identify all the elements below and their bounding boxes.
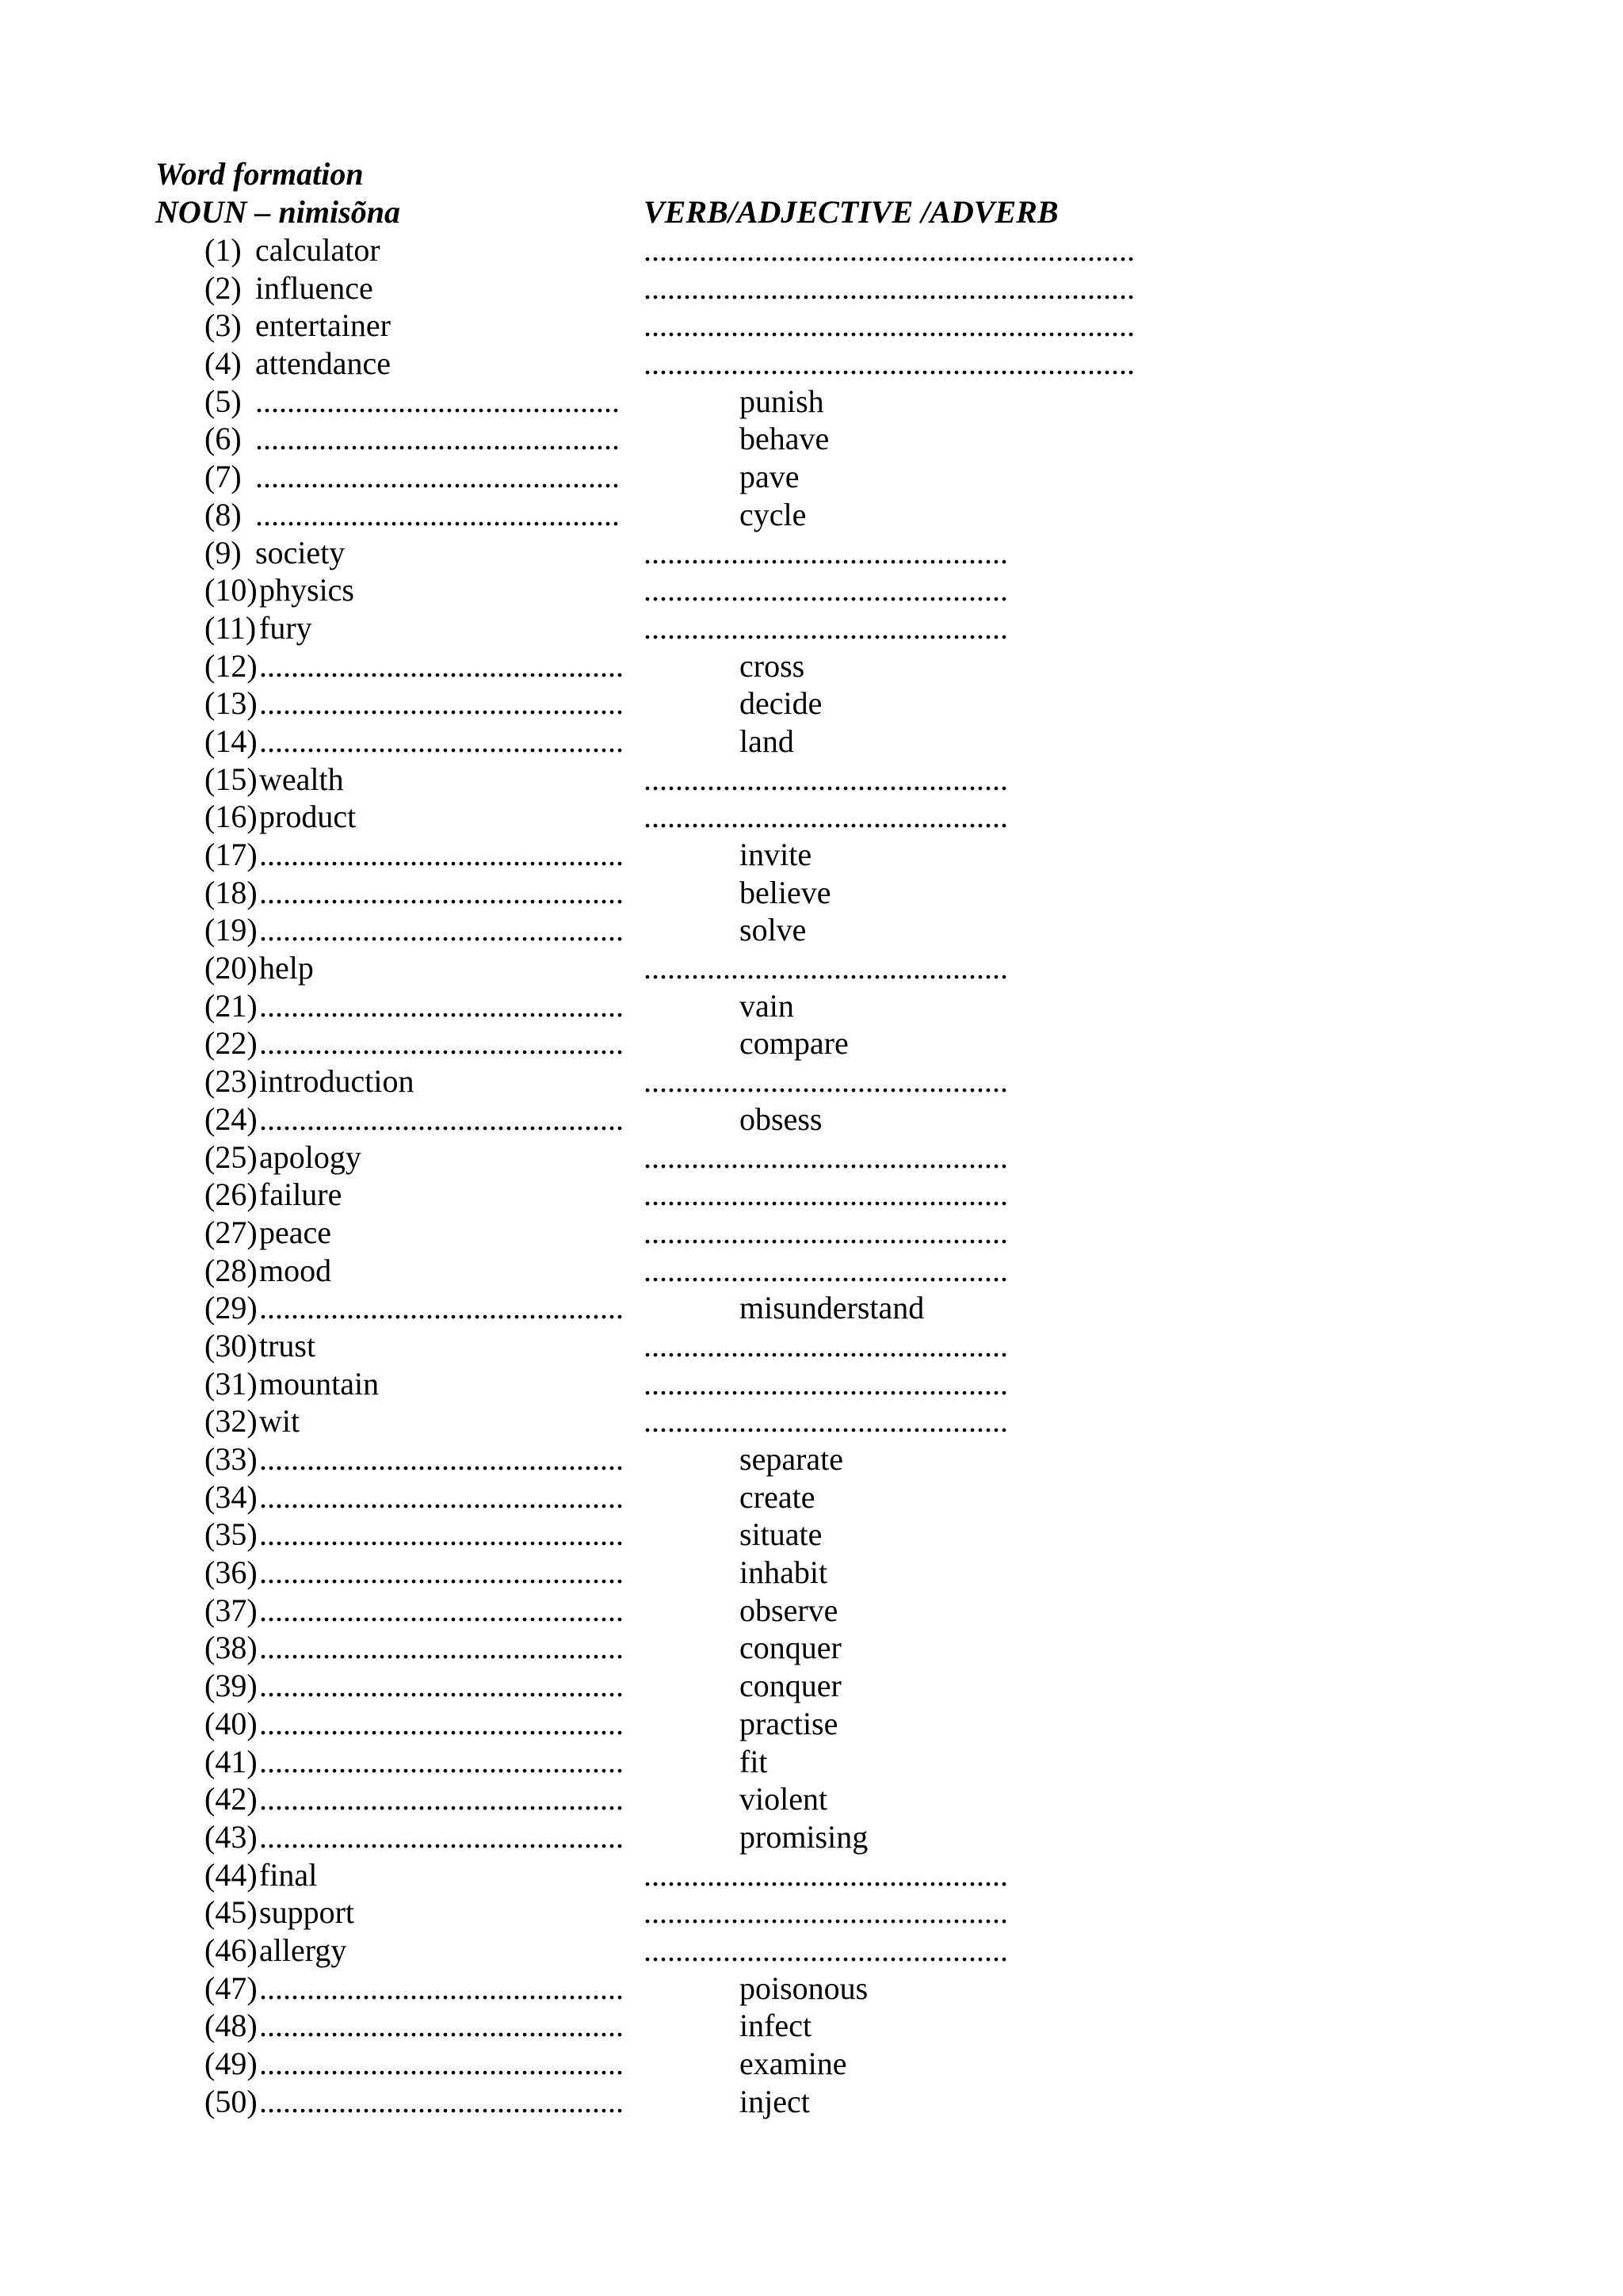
given-noun: allergy — [259, 1932, 347, 1968]
exercise-row — [0, 1100, 1623, 1138]
given-verb-adjective-adverb: pave — [739, 459, 800, 495]
verb-adjective-adverb-answer-blank[interactable]: .............................................................. — [643, 232, 1135, 268]
noun-answer-blank[interactable]: .............................................. — [259, 912, 624, 948]
exercise-number: (20) — [204, 950, 258, 986]
noun-column-header: NOUN – nimisõna — [155, 194, 400, 230]
exercise-number: (6) — [204, 421, 242, 457]
exercise-row — [0, 874, 1623, 912]
exercise-row — [0, 383, 1623, 421]
exercise-number: (26) — [204, 1177, 258, 1213]
exercise-number: (49) — [204, 2046, 258, 2081]
exercise-row — [0, 1592, 1623, 1630]
given-noun: society — [255, 534, 346, 570]
noun-answer-blank[interactable]: .............................................. — [259, 1668, 624, 1704]
exercise-row — [0, 1024, 1623, 1062]
exercise-row — [0, 647, 1623, 685]
exercise-list — [0, 231, 1623, 2120]
given-verb-adjective-adverb: misunderstand — [739, 1290, 925, 1326]
exercise-number: (28) — [204, 1252, 258, 1288]
exercise-row — [0, 307, 1623, 345]
exercise-number: (25) — [204, 1138, 258, 1175]
given-verb-adjective-adverb: believe — [739, 874, 831, 910]
noun-answer-blank[interactable]: .............................................. — [259, 1970, 624, 2006]
noun-answer-blank[interactable]: .............................................. — [259, 1630, 624, 1666]
exercise-row — [0, 1629, 1623, 1667]
given-verb-adjective-adverb: punish — [739, 383, 824, 419]
exercise-row — [0, 685, 1623, 723]
given-noun: introduction — [259, 1063, 414, 1100]
exercise-row — [0, 949, 1623, 987]
exercise-row — [0, 1289, 1623, 1327]
noun-answer-blank[interactable]: .............................................. — [259, 1478, 624, 1515]
exercise-row — [0, 798, 1623, 836]
exercise-row — [0, 1252, 1623, 1290]
exercise-number: (24) — [204, 1100, 258, 1137]
exercise-number: (34) — [204, 1478, 258, 1515]
exercise-number: (23) — [204, 1063, 258, 1100]
exercise-number: (38) — [204, 1630, 258, 1666]
verb-adjective-adverb-answer-blank[interactable]: .............................................. — [643, 1403, 1008, 1440]
exercise-row — [0, 231, 1623, 269]
exercise-row — [0, 1214, 1623, 1252]
exercise-row — [0, 496, 1623, 534]
given-noun: mood — [259, 1252, 332, 1288]
noun-answer-blank[interactable]: .............................................. — [259, 1554, 624, 1591]
exercise-row — [0, 609, 1623, 647]
noun-answer-blank[interactable]: .............................................. — [259, 685, 624, 722]
given-verb-adjective-adverb: land — [739, 723, 794, 759]
verb-adjective-adverb-answer-blank[interactable]: .............................................. — [643, 1932, 1008, 1968]
given-noun: entertainer — [255, 307, 391, 344]
given-noun: apology — [259, 1138, 361, 1175]
page-title: Word formation — [155, 156, 364, 192]
exercise-row — [0, 269, 1623, 307]
exercise-row — [0, 723, 1623, 761]
exercise-number: (44) — [204, 1856, 258, 1893]
given-noun: physics — [259, 572, 354, 608]
exercise-row — [0, 1365, 1623, 1403]
noun-answer-blank[interactable]: .............................................. — [255, 421, 620, 457]
exercise-row — [0, 1478, 1623, 1516]
given-noun: wealth — [259, 761, 344, 797]
given-verb-adjective-adverb: decide — [739, 685, 823, 722]
verb-adjective-adverb-answer-blank[interactable]: .............................................. — [643, 1327, 1008, 1363]
exercise-row — [0, 1856, 1623, 1894]
exercise-number: (11) — [204, 609, 257, 646]
exercise-number: (15) — [204, 761, 258, 797]
verb-adjective-adverb-column-header: VERB/ADJECTIVE /ADVERB — [643, 194, 1059, 230]
verb-adjective-adverb-answer-blank[interactable]: .............................................. — [643, 534, 1008, 570]
given-noun: product — [259, 799, 357, 835]
verb-adjective-adverb-answer-blank[interactable]: .............................................. — [643, 1177, 1008, 1213]
verb-adjective-adverb-answer-blank[interactable]: .............................................. — [643, 1856, 1008, 1893]
exercise-number: (5) — [204, 383, 242, 419]
noun-answer-blank[interactable]: .............................................. — [259, 1290, 624, 1326]
noun-answer-blank[interactable]: .............................................. — [259, 1781, 624, 1817]
exercise-number: (37) — [204, 1592, 258, 1628]
noun-answer-blank[interactable]: .............................................. — [259, 1592, 624, 1628]
exercise-number: (41) — [204, 1743, 258, 1779]
verb-adjective-adverb-answer-blank[interactable]: .............................................. — [643, 1138, 1008, 1175]
exercise-row — [0, 836, 1623, 874]
exercise-row — [0, 420, 1623, 458]
exercise-number: (16) — [204, 799, 258, 835]
exercise-number: (21) — [204, 987, 258, 1024]
exercise-number: (19) — [204, 912, 258, 948]
exercise-number: (13) — [204, 685, 258, 722]
given-noun: fury — [259, 609, 312, 646]
exercise-row — [0, 1554, 1623, 1592]
given-verb-adjective-adverb: create — [739, 1478, 815, 1515]
noun-answer-blank[interactable]: .............................................. — [259, 1705, 624, 1741]
given-verb-adjective-adverb: cycle — [739, 496, 807, 532]
exercise-row — [0, 1327, 1623, 1365]
noun-answer-blank[interactable]: .............................................. — [259, 1100, 624, 1137]
verb-adjective-adverb-answer-blank[interactable]: .............................................. — [643, 609, 1008, 646]
given-verb-adjective-adverb: separate — [739, 1441, 844, 1477]
exercise-number: (7) — [204, 459, 242, 495]
noun-answer-blank[interactable]: .............................................. — [255, 383, 620, 419]
exercise-number: (18) — [204, 874, 258, 910]
exercise-row — [0, 1818, 1623, 1856]
exercise-row — [0, 1667, 1623, 1705]
noun-answer-blank[interactable]: .............................................. — [259, 2046, 624, 2081]
given-noun: wit — [259, 1403, 300, 1440]
exercise-number: (45) — [204, 1894, 258, 1931]
exercise-row — [0, 1062, 1623, 1100]
exercise-number: (2) — [204, 269, 242, 306]
exercise-number: (1) — [204, 232, 242, 268]
given-noun: mountain — [259, 1365, 380, 1402]
exercise-number: (4) — [204, 345, 242, 382]
exercise-row — [0, 911, 1623, 949]
given-verb-adjective-adverb: violent — [739, 1781, 828, 1817]
given-verb-adjective-adverb: conquer — [739, 1630, 842, 1666]
given-noun: final — [259, 1856, 318, 1893]
given-noun: attendance — [255, 345, 391, 382]
exercise-row — [0, 571, 1623, 609]
exercise-number: (46) — [204, 1932, 258, 1968]
exercise-row — [0, 1970, 1623, 2008]
exercise-row — [0, 458, 1623, 496]
noun-answer-blank[interactable]: .............................................. — [259, 2083, 624, 2119]
exercise-number: (30) — [204, 1327, 258, 1363]
exercise-row — [0, 1705, 1623, 1743]
exercise-row — [0, 534, 1623, 572]
exercise-row — [0, 2007, 1623, 2045]
given-noun: trust — [259, 1327, 316, 1363]
given-verb-adjective-adverb: promising — [739, 1818, 869, 1855]
verb-adjective-adverb-answer-blank[interactable]: .............................................. — [643, 1252, 1008, 1288]
given-verb-adjective-adverb: poisonous — [739, 1970, 869, 2006]
verb-adjective-adverb-answer-blank[interactable]: .............................................................. — [643, 345, 1135, 382]
exercise-number: (42) — [204, 1781, 258, 1817]
given-noun: help — [259, 950, 314, 986]
given-verb-adjective-adverb: obsess — [739, 1100, 823, 1137]
exercise-row — [0, 345, 1623, 383]
noun-answer-blank[interactable]: .............................................. — [259, 1818, 624, 1855]
verb-adjective-adverb-answer-blank[interactable]: .............................................. — [643, 1894, 1008, 1931]
verb-adjective-adverb-answer-blank[interactable]: .............................................. — [643, 761, 1008, 797]
given-verb-adjective-adverb: compare — [739, 1025, 849, 1062]
exercise-row — [0, 1932, 1623, 1970]
noun-answer-blank[interactable]: .............................................. — [255, 496, 620, 532]
exercise-number: (9) — [204, 534, 242, 570]
exercise-row — [0, 987, 1623, 1025]
given-verb-adjective-adverb: infect — [739, 2008, 812, 2044]
exercise-number: (8) — [204, 496, 242, 532]
verb-adjective-adverb-answer-blank[interactable]: .............................................. — [643, 799, 1008, 835]
given-noun: failure — [259, 1177, 342, 1213]
noun-answer-blank[interactable]: .............................................. — [259, 1516, 624, 1553]
noun-answer-blank[interactable]: .............................................. — [259, 1025, 624, 1062]
noun-answer-blank[interactable]: .............................................. — [259, 1743, 624, 1779]
noun-answer-blank[interactable]: .............................................. — [259, 723, 624, 759]
verb-adjective-adverb-answer-blank[interactable]: .............................................................. — [643, 269, 1135, 306]
exercise-row — [0, 1402, 1623, 1440]
verb-adjective-adverb-answer-blank[interactable]: .............................................. — [643, 1365, 1008, 1402]
given-verb-adjective-adverb: inject — [739, 2083, 810, 2119]
noun-answer-blank[interactable]: .............................................. — [259, 647, 624, 684]
given-verb-adjective-adverb: vain — [739, 987, 794, 1024]
exercise-number: (39) — [204, 1668, 258, 1704]
given-noun: peace — [259, 1214, 332, 1250]
exercise-number: (40) — [204, 1705, 258, 1741]
exercise-row — [0, 1176, 1623, 1214]
given-verb-adjective-adverb: examine — [739, 2046, 847, 2081]
exercise-row — [0, 761, 1623, 799]
exercise-number: (50) — [204, 2083, 258, 2119]
exercise-number: (22) — [204, 1025, 258, 1062]
noun-answer-blank[interactable]: .............................................. — [259, 874, 624, 910]
given-verb-adjective-adverb: observe — [739, 1592, 838, 1628]
given-noun: support — [259, 1894, 354, 1931]
exercise-number: (17) — [204, 837, 258, 872]
exercise-number: (10) — [204, 572, 258, 608]
exercise-number: (35) — [204, 1516, 258, 1553]
given-verb-adjective-adverb: fit — [739, 1743, 768, 1779]
exercise-row — [0, 1138, 1623, 1177]
given-verb-adjective-adverb: cross — [739, 647, 805, 684]
given-verb-adjective-adverb: invite — [739, 837, 812, 872]
noun-answer-blank[interactable]: .............................................. — [259, 2008, 624, 2044]
exercise-row — [0, 1743, 1623, 1781]
exercise-number: (36) — [204, 1554, 258, 1591]
exercise-number: (29) — [204, 1290, 258, 1326]
given-verb-adjective-adverb: practise — [739, 1705, 838, 1741]
exercise-row — [0, 1780, 1623, 1818]
verb-adjective-adverb-answer-blank[interactable]: .............................................................. — [643, 307, 1135, 344]
given-verb-adjective-adverb: solve — [739, 912, 807, 948]
given-noun: calculator — [255, 232, 380, 268]
verb-adjective-adverb-answer-blank[interactable]: .............................................. — [643, 1063, 1008, 1100]
exercise-number: (12) — [204, 647, 258, 684]
exercise-number: (47) — [204, 1970, 258, 2006]
given-verb-adjective-adverb: situate — [739, 1516, 823, 1553]
noun-answer-blank[interactable]: .............................................. — [259, 987, 624, 1024]
exercise-row — [0, 2083, 1623, 2121]
given-verb-adjective-adverb: conquer — [739, 1668, 842, 1704]
verb-adjective-adverb-answer-blank[interactable]: .............................................. — [643, 950, 1008, 986]
exercise-number: (32) — [204, 1403, 258, 1440]
given-verb-adjective-adverb: inhabit — [739, 1554, 828, 1591]
exercise-number: (33) — [204, 1441, 258, 1477]
exercise-number: (14) — [204, 723, 258, 759]
exercise-row — [0, 2045, 1623, 2083]
noun-answer-blank[interactable]: .............................................. — [259, 1441, 624, 1477]
exercise-row — [0, 1894, 1623, 1932]
exercise-number: (43) — [204, 1818, 258, 1855]
exercise-number: (3) — [204, 307, 242, 344]
exercise-row — [0, 1516, 1623, 1554]
exercise-number: (27) — [204, 1214, 258, 1250]
given-verb-adjective-adverb: behave — [739, 421, 830, 457]
exercise-row — [0, 1440, 1623, 1478]
verb-adjective-adverb-answer-blank[interactable]: .............................................. — [643, 1214, 1008, 1250]
noun-answer-blank[interactable]: .............................................. — [255, 459, 620, 495]
verb-adjective-adverb-answer-blank[interactable]: .............................................. — [643, 572, 1008, 608]
given-noun: influence — [255, 269, 373, 306]
noun-answer-blank[interactable]: .............................................. — [259, 837, 624, 872]
exercise-number: (31) — [204, 1365, 258, 1402]
exercise-number: (48) — [204, 2008, 258, 2044]
